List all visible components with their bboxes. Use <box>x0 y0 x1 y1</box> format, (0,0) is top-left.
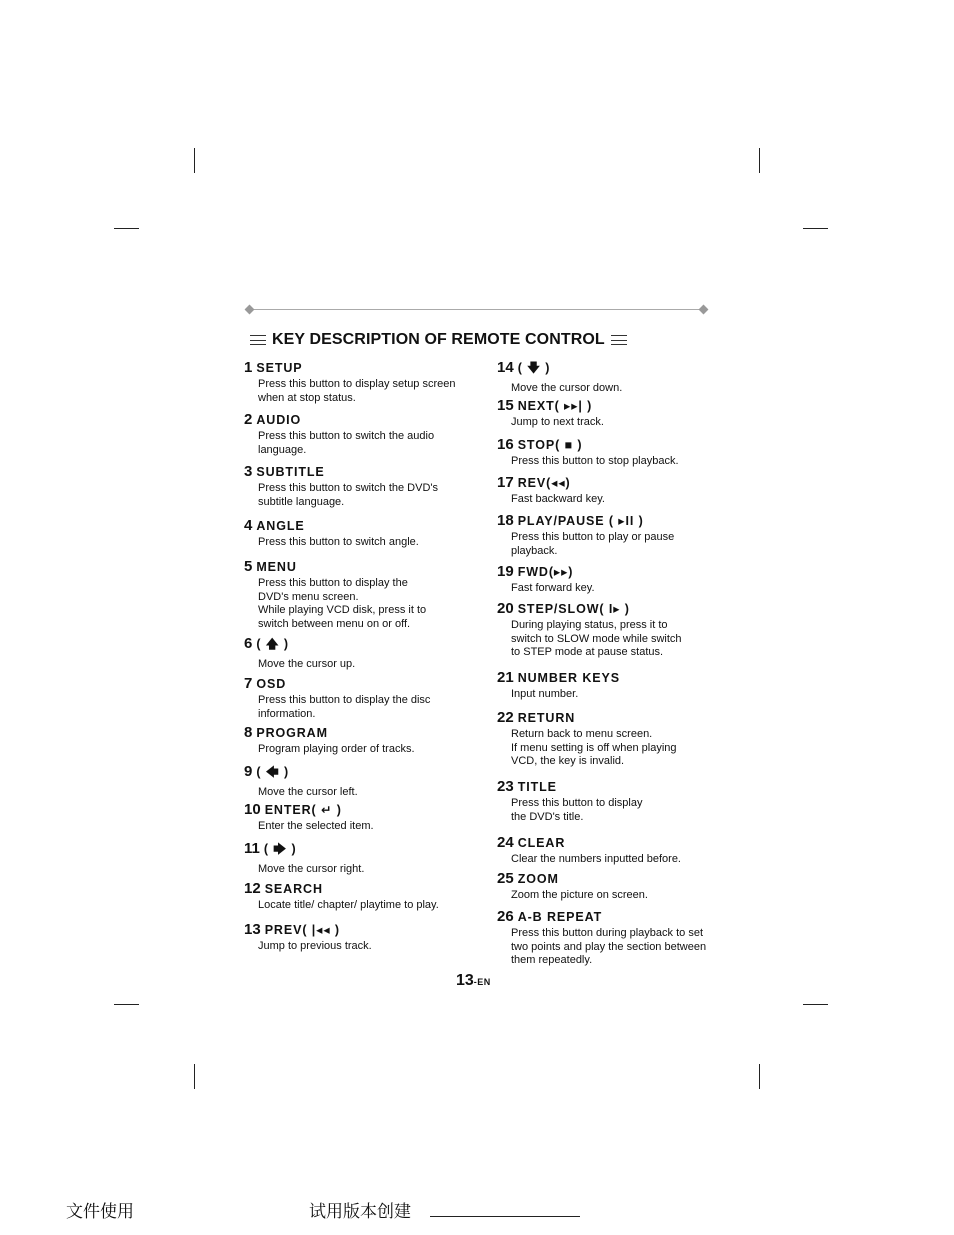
key-item <box>244 558 484 631</box>
key-description <box>258 577 484 631</box>
key-item <box>497 870 737 903</box>
description-line: Move the cursor down. <box>511 382 623 394</box>
key-header <box>497 563 737 580</box>
key-header <box>244 763 484 784</box>
key-name: STOP( ■ ) <box>517 438 583 452</box>
key-number: 12 <box>244 880 261 897</box>
key-description <box>258 743 484 757</box>
description-line: Zoom the picture on screen. <box>511 889 648 901</box>
key-name: ZOOM <box>517 872 559 886</box>
key-name: FWD(▸▸) <box>517 565 574 579</box>
key-description <box>511 531 737 558</box>
crop-mark-bottom-right <box>759 1064 760 1089</box>
key-header <box>497 669 737 686</box>
section-divider <box>250 309 703 310</box>
key-description <box>511 455 737 469</box>
key-item <box>497 563 737 596</box>
description-line: language. <box>258 443 307 456</box>
key-name: NEXT( ▸▸| ) <box>517 399 593 413</box>
key-header <box>244 880 484 897</box>
key-name: SETUP <box>256 361 303 375</box>
key-item <box>244 880 484 913</box>
key-description <box>511 416 737 430</box>
key-description <box>258 694 484 721</box>
description-line: Locate title/ chapter/ playtime to play. <box>258 899 439 911</box>
description-line: Move the cursor right. <box>258 863 365 875</box>
key-number: 11 <box>244 840 260 857</box>
key-description <box>511 619 737 660</box>
key-item <box>497 834 737 867</box>
key-name: ( 🡆 ) <box>263 842 297 856</box>
key-number: 10 <box>244 801 261 818</box>
key-item <box>497 359 737 396</box>
key-name: SUBTITLE <box>256 465 325 479</box>
crop-mark-left-upper <box>114 228 139 229</box>
key-header <box>244 359 484 376</box>
key-header <box>244 558 484 575</box>
key-name: OSD <box>256 677 287 691</box>
description-line: While playing VCD disk, press it to <box>258 604 427 616</box>
key-header <box>497 778 737 795</box>
description-line: switch to SLOW mode while switch <box>511 632 682 645</box>
key-item <box>244 840 484 877</box>
description-line: Move the cursor left. <box>258 786 358 798</box>
description-line: Press this button to display setup screen <box>258 378 456 390</box>
description-line: Return back to menu screen. <box>511 728 653 740</box>
key-name: ( 🡅 ) <box>256 637 289 651</box>
key-name: A-B REPEAT <box>517 910 603 924</box>
key-description <box>258 863 484 877</box>
key-name: SEARCH <box>264 882 323 896</box>
description-line: Jump to next track. <box>511 416 604 428</box>
description-line: Jump to previous track. <box>258 940 372 952</box>
description-line: VCD, the key is invalid. <box>511 755 625 767</box>
key-name: REV(◂◂) <box>517 476 571 490</box>
key-description <box>511 688 737 702</box>
description-line: Move the cursor up. <box>258 658 356 670</box>
section-heading <box>250 330 627 350</box>
key-description <box>511 853 737 867</box>
description-line: information. <box>258 707 316 720</box>
description-line: Fast forward key. <box>511 582 595 594</box>
key-description <box>511 582 737 596</box>
key-description <box>258 786 484 800</box>
key-description <box>511 493 737 507</box>
key-description <box>511 797 737 824</box>
key-header <box>497 512 737 529</box>
key-item <box>497 474 737 507</box>
key-description <box>511 382 737 396</box>
key-description <box>258 940 484 954</box>
key-name: RETURN <box>517 711 576 725</box>
description-line: Enter the selected item. <box>258 820 374 832</box>
key-item <box>244 411 484 457</box>
key-item <box>244 763 484 800</box>
divider-left-diamond <box>245 305 255 315</box>
key-name: MENU <box>256 560 297 574</box>
key-header <box>497 600 737 617</box>
key-number: 3 <box>244 463 253 480</box>
key-description <box>511 889 737 903</box>
key-item <box>244 359 484 405</box>
key-number: 4 <box>244 517 253 534</box>
key-name: PROGRAM <box>256 726 328 740</box>
key-number: 19 <box>497 563 514 580</box>
key-header <box>244 801 484 818</box>
key-header <box>497 359 737 380</box>
key-number: 5 <box>244 558 253 575</box>
key-description <box>258 482 484 509</box>
key-header <box>244 675 484 692</box>
key-item <box>244 921 484 954</box>
key-header <box>244 411 484 428</box>
description-line: them repeatedly. <box>511 954 593 966</box>
description-line: two points and play the section between <box>511 940 707 953</box>
description-line: Press this button to stop playback. <box>511 455 679 467</box>
key-header <box>497 834 737 851</box>
footer-mid-text: 试用版本创建 <box>309 1202 411 1222</box>
key-header <box>497 870 737 887</box>
key-item <box>497 600 737 660</box>
key-item <box>244 517 484 550</box>
key-item <box>497 778 737 824</box>
key-number: 17 <box>497 474 514 491</box>
key-number: 7 <box>244 675 253 692</box>
description-line: Press this button to switch the audio <box>258 430 435 442</box>
key-number: 26 <box>497 908 514 925</box>
key-item <box>244 801 484 834</box>
key-name: ( 🡄 ) <box>256 765 290 779</box>
description-line: Fast backward key. <box>511 493 605 505</box>
key-name: PREV( |◂◂ ) <box>264 923 340 937</box>
key-item <box>497 436 737 469</box>
crop-mark-right-upper <box>803 228 828 229</box>
key-number: 9 <box>244 763 253 780</box>
description-line: to STEP mode at pause status. <box>511 646 664 658</box>
description-line: subtitle language. <box>258 495 345 508</box>
heading-left-lines-icon <box>250 335 266 345</box>
key-description <box>258 899 484 913</box>
description-line: During playing status, press it to <box>511 619 668 631</box>
key-name: CLEAR <box>517 836 566 850</box>
page-number <box>456 972 491 990</box>
footer-left-text: 文件使用 <box>66 1202 134 1222</box>
crop-mark-left-lower <box>114 1004 139 1005</box>
key-number: 23 <box>497 778 514 795</box>
key-item <box>244 675 484 721</box>
key-header <box>244 840 484 861</box>
key-description <box>258 820 484 834</box>
description-line: Clear the numbers inputted before. <box>511 853 681 865</box>
key-number: 22 <box>497 709 514 726</box>
divider-right-diamond <box>699 305 709 315</box>
key-number: 21 <box>497 669 514 686</box>
key-name: ANGLE <box>256 519 305 533</box>
key-number: 8 <box>244 724 253 741</box>
key-number: 18 <box>497 512 514 529</box>
key-header <box>244 463 484 480</box>
key-header <box>497 474 737 491</box>
key-description <box>258 430 484 457</box>
description-line: Press this button during playback to set <box>511 927 703 939</box>
key-description <box>511 927 737 968</box>
description-line: Press this button to display the disc <box>258 694 431 706</box>
key-header <box>497 709 737 726</box>
description-line: Press this button to display the <box>258 577 408 589</box>
key-item <box>244 724 484 757</box>
description-line: Press this button to switch angle. <box>258 536 419 548</box>
key-name: AUDIO <box>256 413 302 427</box>
key-item <box>497 397 737 430</box>
key-number: 15 <box>497 397 514 414</box>
key-number: 24 <box>497 834 514 851</box>
crop-mark-right-lower <box>803 1004 828 1005</box>
description-line: the DVD's title. <box>511 810 584 823</box>
key-header <box>497 908 737 925</box>
description-line: DVD's menu screen. <box>258 590 359 603</box>
description-line: Press this button to switch the DVD's <box>258 482 439 494</box>
page-number-suffix: -EN <box>473 977 491 987</box>
description-line: switch between menu on or off. <box>258 617 411 630</box>
key-description <box>511 728 737 769</box>
key-number: 6 <box>244 635 253 652</box>
key-name: ENTER( ↵ ) <box>264 803 342 817</box>
key-item <box>497 512 737 558</box>
key-header <box>244 921 484 938</box>
description-line: If menu setting is off when playing <box>511 741 677 754</box>
key-item <box>244 635 484 672</box>
key-number: 16 <box>497 436 514 453</box>
description-line: Program playing order of tracks. <box>258 743 415 755</box>
key-name: ( 🡇 ) <box>517 361 551 375</box>
description-line: when at stop status. <box>258 391 356 404</box>
key-number: 2 <box>244 411 253 428</box>
description-line: playback. <box>511 544 558 557</box>
description-line: Press this button to display <box>511 797 643 809</box>
key-header <box>497 436 737 453</box>
key-number: 25 <box>497 870 514 887</box>
crop-mark-bottom-left <box>194 1064 195 1089</box>
key-description <box>258 536 484 550</box>
crop-mark-top-left <box>194 148 195 173</box>
crop-mark-top-right <box>759 148 760 173</box>
key-name: NUMBER KEYS <box>517 671 620 685</box>
key-number: 14 <box>497 359 514 376</box>
description-line: Press this button to play or pause <box>511 531 675 543</box>
key-number: 20 <box>497 600 514 617</box>
key-header <box>244 517 484 534</box>
key-number: 13 <box>244 921 261 938</box>
key-item <box>497 709 737 769</box>
description-line: Input number. <box>511 688 579 700</box>
key-name: STEP/SLOW( I▸ ) <box>517 602 630 616</box>
key-header <box>244 635 484 656</box>
key-name: PLAY/PAUSE ( ▸II ) <box>517 514 644 528</box>
page-number-value: 13 <box>456 972 474 989</box>
key-number: 1 <box>244 359 253 376</box>
key-header <box>244 724 484 741</box>
key-description <box>258 378 484 405</box>
footer-underline <box>430 1216 580 1217</box>
key-item <box>497 908 737 968</box>
key-item <box>497 669 737 702</box>
key-header <box>497 397 737 414</box>
key-name: TITLE <box>517 780 557 794</box>
key-description <box>258 658 484 672</box>
heading-text: KEY DESCRIPTION OF REMOTE CONTROL <box>272 331 605 348</box>
heading-right-lines-icon <box>611 335 627 345</box>
key-item <box>244 463 484 509</box>
